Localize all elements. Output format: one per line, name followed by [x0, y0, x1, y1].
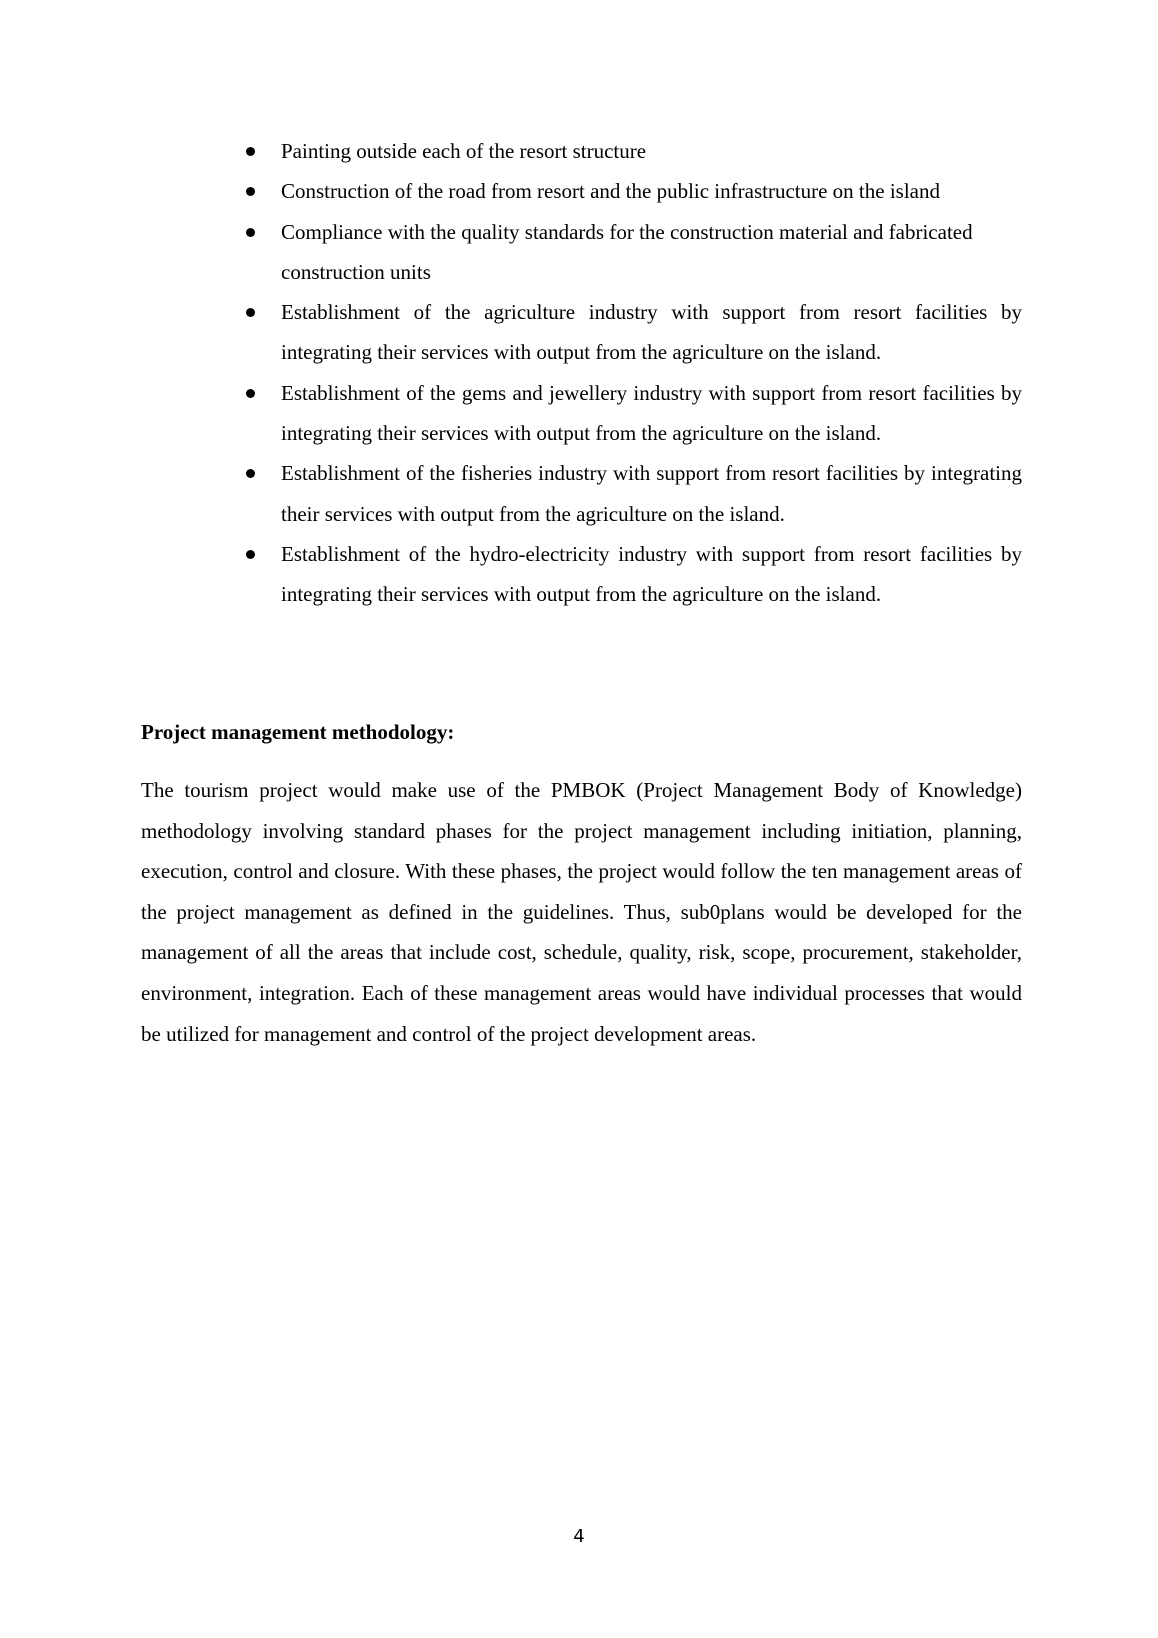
- body-paragraph: The tourism project would make use of the PMBOK (Project Management Body of Knowledge) methodology involving standard phases for the project management including initiation, planning, execution, control and closure. With these phases, the project would follow the ten management areas of the project management as defined in the guidelines. Thus, sub0plans would be developed for the management of all the areas that include cost, schedule, quality, risk, scope, procurement, stakeholder, environment, integration. Each of these management areas would have individual processes that would be utilized for management and control of the project development areas.: [141, 778, 1022, 1046]
- list-item-text: Establishment of the gems and jewellery industry with support from resort facilities by integrating their services with output from the agriculture on the island.: [281, 380, 1022, 446]
- list-item: [246, 171, 1022, 211]
- list-item-text: Establishment of the hydro-electricity industry with support from resort facilities by integrating their services with output from the agriculture on the island.: [281, 541, 1022, 607]
- section-heading: Project management methodology:: [141, 720, 455, 744]
- bullet-icon: [246, 187, 255, 196]
- list-item-text: Painting outside each of the resort structure: [281, 139, 647, 163]
- list-item: [246, 373, 1022, 454]
- list-item-text: Construction of the road from resort and the public infrastructure on the island: [281, 179, 940, 204]
- bullet-list: [246, 131, 1022, 615]
- bullet-icon: [246, 550, 255, 559]
- list-item: [246, 453, 1022, 534]
- list-item-text: Establishment of the agriculture industry with support from resort facilities by integrating their services with output from the agriculture on the island.: [281, 300, 1022, 365]
- bullet-icon: [246, 469, 255, 478]
- list-item: [246, 292, 1022, 373]
- bullet-icon: [246, 308, 255, 317]
- bullet-icon: [246, 147, 255, 156]
- bullet-icon: [246, 228, 255, 237]
- list-item-text: Compliance with the quality standards for the construction material and fabricated construction units: [281, 219, 973, 284]
- bullet-icon: [246, 389, 255, 398]
- list-item-text: Establishment of the fisheries industry with support from resort facilities by integrating their services with output from the agriculture on the island.: [281, 461, 1022, 526]
- page-number: 4: [573, 1526, 585, 1547]
- list-item: [246, 534, 1022, 615]
- list-item: [246, 212, 1022, 293]
- list-item: [246, 131, 1022, 171]
